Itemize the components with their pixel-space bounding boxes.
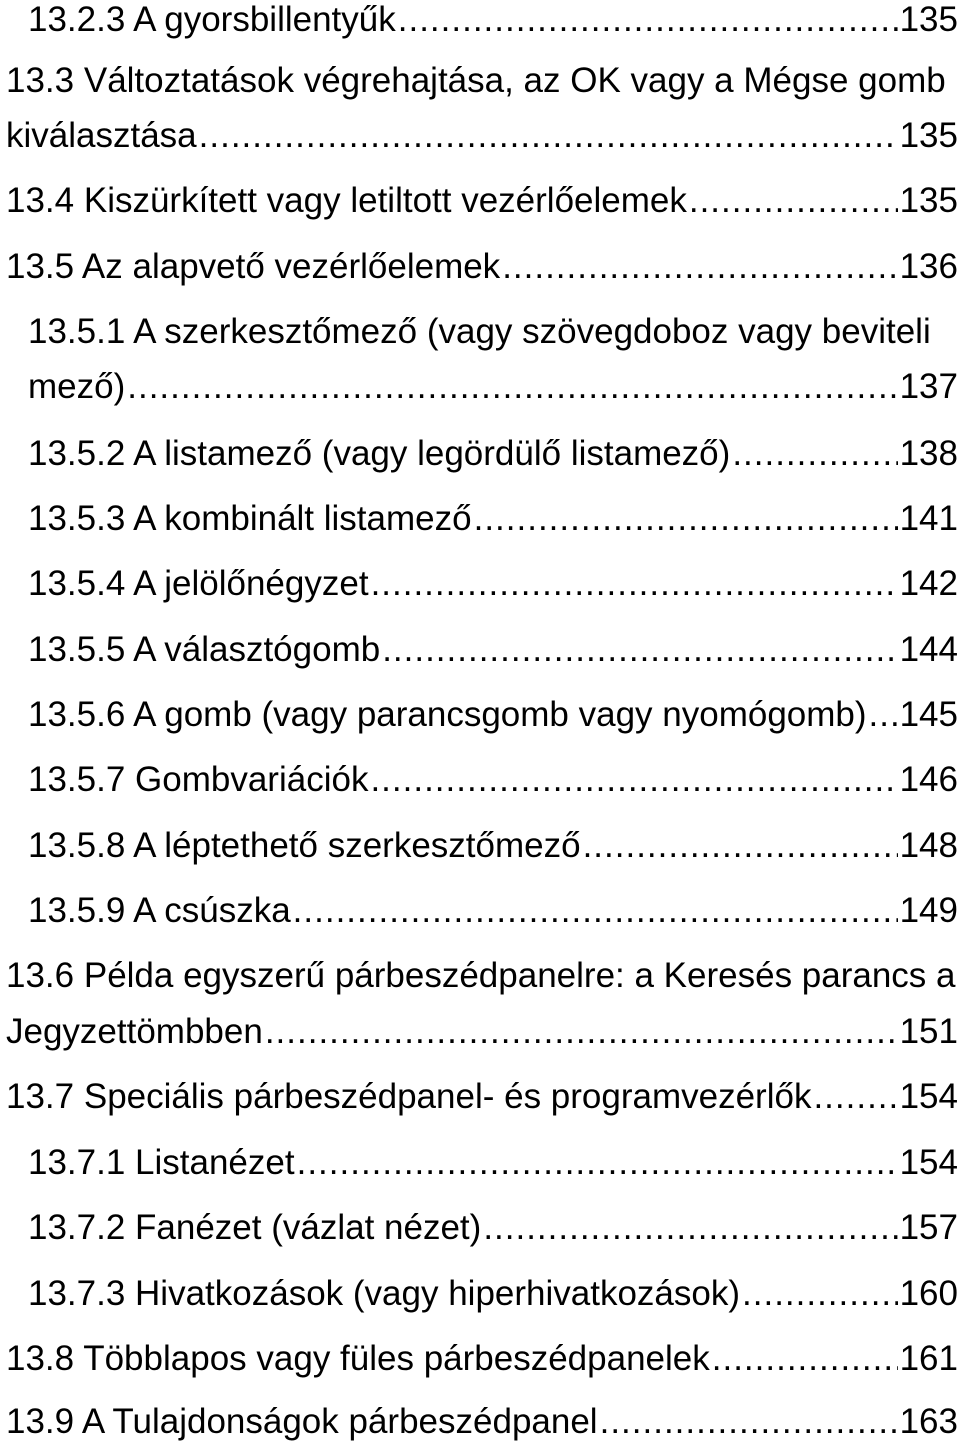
toc-entry-page: 135 [899, 181, 958, 220]
toc-entry-page: 145 [899, 695, 958, 734]
toc-leader-dots [370, 756, 897, 804]
toc-entry-page: 154 [899, 1077, 958, 1116]
toc-entry[interactable] [0, 626, 958, 674]
toc-leader-dots [382, 626, 897, 674]
toc-entry-page: 146 [899, 760, 958, 799]
toc-entry-title: kiválasztása [6, 116, 197, 155]
toc-entry-title: 13.5.9 A csúszka [28, 891, 291, 930]
toc-entry-title: 13.9 A Tulajdonságok párbeszédpanel [6, 1402, 598, 1441]
toc-entry-title: 13.8 Többlapos vagy füles párbeszédpanelek [6, 1339, 710, 1378]
toc-leader-dots [813, 1073, 897, 1121]
toc-leader-dots [398, 0, 898, 44]
toc-entry[interactable] [0, 0, 958, 44]
toc-entry-page: 135 [899, 116, 958, 155]
toc-leader-dots [583, 822, 898, 870]
toc-entry[interactable] [0, 887, 958, 935]
toc-entry-page: 157 [899, 1208, 958, 1247]
toc-entry-title: 13.7.1 Listanézet [28, 1143, 295, 1182]
toc-leader-dots [742, 1270, 898, 1318]
toc-entry[interactable] [0, 1139, 958, 1187]
toc-entry-page: 160 [899, 1274, 958, 1313]
toc-entry[interactable] [0, 308, 958, 356]
toc-leader-dots [483, 1204, 897, 1252]
toc-entry[interactable] [0, 1204, 958, 1252]
toc-entry[interactable] [0, 495, 958, 543]
toc-entry-title: 13.5.5 A választógomb [28, 630, 381, 669]
toc-entry-title: 13.6 Példa egyszerű párbeszédpanelre: a Keresés parancs a [6, 956, 956, 995]
toc-leader-dots [712, 1335, 898, 1383]
toc-entry-title: 13.5.3 A kombinált listamező [28, 499, 472, 538]
toc-entry-page: 138 [899, 434, 958, 473]
toc-entry[interactable] [0, 177, 958, 225]
toc-entry-title: Jegyzettömbben [6, 1012, 263, 1051]
toc-entry[interactable] [0, 1270, 958, 1318]
toc-entry-page: 163 [899, 1402, 958, 1441]
toc-entry-page: 161 [899, 1339, 958, 1378]
toc-entry-title: 13.7.2 Fanézet (vázlat nézet) [28, 1208, 482, 1247]
toc-entry-title: 13.5.4 A jelölőnégyzet [28, 564, 369, 603]
toc-entry-page: 136 [899, 247, 958, 286]
toc-entry-title: 13.5.2 A listamező (vagy legördülő listamező) [28, 434, 731, 473]
toc-entry-page: 144 [899, 630, 958, 669]
toc-entry[interactable] [0, 691, 958, 739]
toc-entry-page: 135 [899, 0, 958, 39]
toc-leader-dots [293, 887, 898, 935]
toc-entry-page: 137 [899, 367, 958, 406]
toc-entry[interactable] [0, 1398, 958, 1446]
toc-entry-page: 148 [899, 826, 958, 865]
toc-entry[interactable] [0, 822, 958, 870]
toc-leader-dots [127, 363, 897, 411]
toc-entry[interactable] [0, 57, 958, 105]
toc-entry[interactable] [0, 363, 958, 411]
toc-entry[interactable] [0, 756, 958, 804]
toc-leader-dots [689, 177, 898, 225]
toc-entry-page: 142 [899, 564, 958, 603]
toc-entry-title: 13.5.1 A szerkesztőmező (vagy szövegdoboz vagy beviteli [28, 312, 931, 351]
toc-leader-dots [869, 691, 898, 739]
toc-leader-dots [265, 1008, 898, 1056]
toc-leader-dots [732, 430, 897, 478]
toc-leader-dots [600, 1398, 898, 1446]
toc-leader-dots [474, 495, 898, 543]
toc-entry[interactable] [0, 952, 958, 1000]
toc-leader-dots [199, 112, 898, 160]
toc-entry-title: 13.5 Az alapvető vezérlőelemek [6, 247, 501, 286]
toc-entry[interactable] [0, 243, 958, 291]
toc-leader-dots [502, 243, 897, 291]
toc-entry-page: 141 [899, 499, 958, 538]
toc-entry[interactable] [0, 560, 958, 608]
toc-entry-page: 151 [899, 1012, 958, 1051]
toc-entry[interactable] [0, 1008, 958, 1056]
toc-entry-title: 13.5.7 Gombvariációk [28, 760, 369, 799]
toc-entry[interactable] [0, 1335, 958, 1383]
toc-entry-title: 13.5.6 A gomb (vagy parancsgomb vagy nyomógomb) [28, 695, 867, 734]
toc-entry-title: 13.2.3 A gyorsbillentyűk [28, 0, 396, 39]
toc-entry[interactable] [0, 112, 958, 160]
toc-entry-title: 13.5.8 A léptethető szerkesztőmező [28, 826, 581, 865]
toc-entry[interactable] [0, 1073, 958, 1121]
toc-entry-title: 13.3 Változtatások végrehajtása, az OK vagy a Mégse gomb [6, 61, 946, 100]
toc-entry-title: 13.4 Kiszürkített vagy letiltott vezérlőelemek [6, 181, 687, 220]
toc-entry-title: mező) [28, 367, 126, 406]
toc-entry-title: 13.7.3 Hivatkozások (vagy hiperhivatkozások) [28, 1274, 741, 1313]
toc-entry-page: 154 [899, 1143, 958, 1182]
toc-entry-page: 149 [899, 891, 958, 930]
toc-leader-dots [371, 560, 898, 608]
toc-entry[interactable] [0, 430, 958, 478]
toc-leader-dots [297, 1139, 898, 1187]
toc-entry-title: 13.7 Speciális párbeszédpanel- és programvezérlők [6, 1077, 812, 1116]
